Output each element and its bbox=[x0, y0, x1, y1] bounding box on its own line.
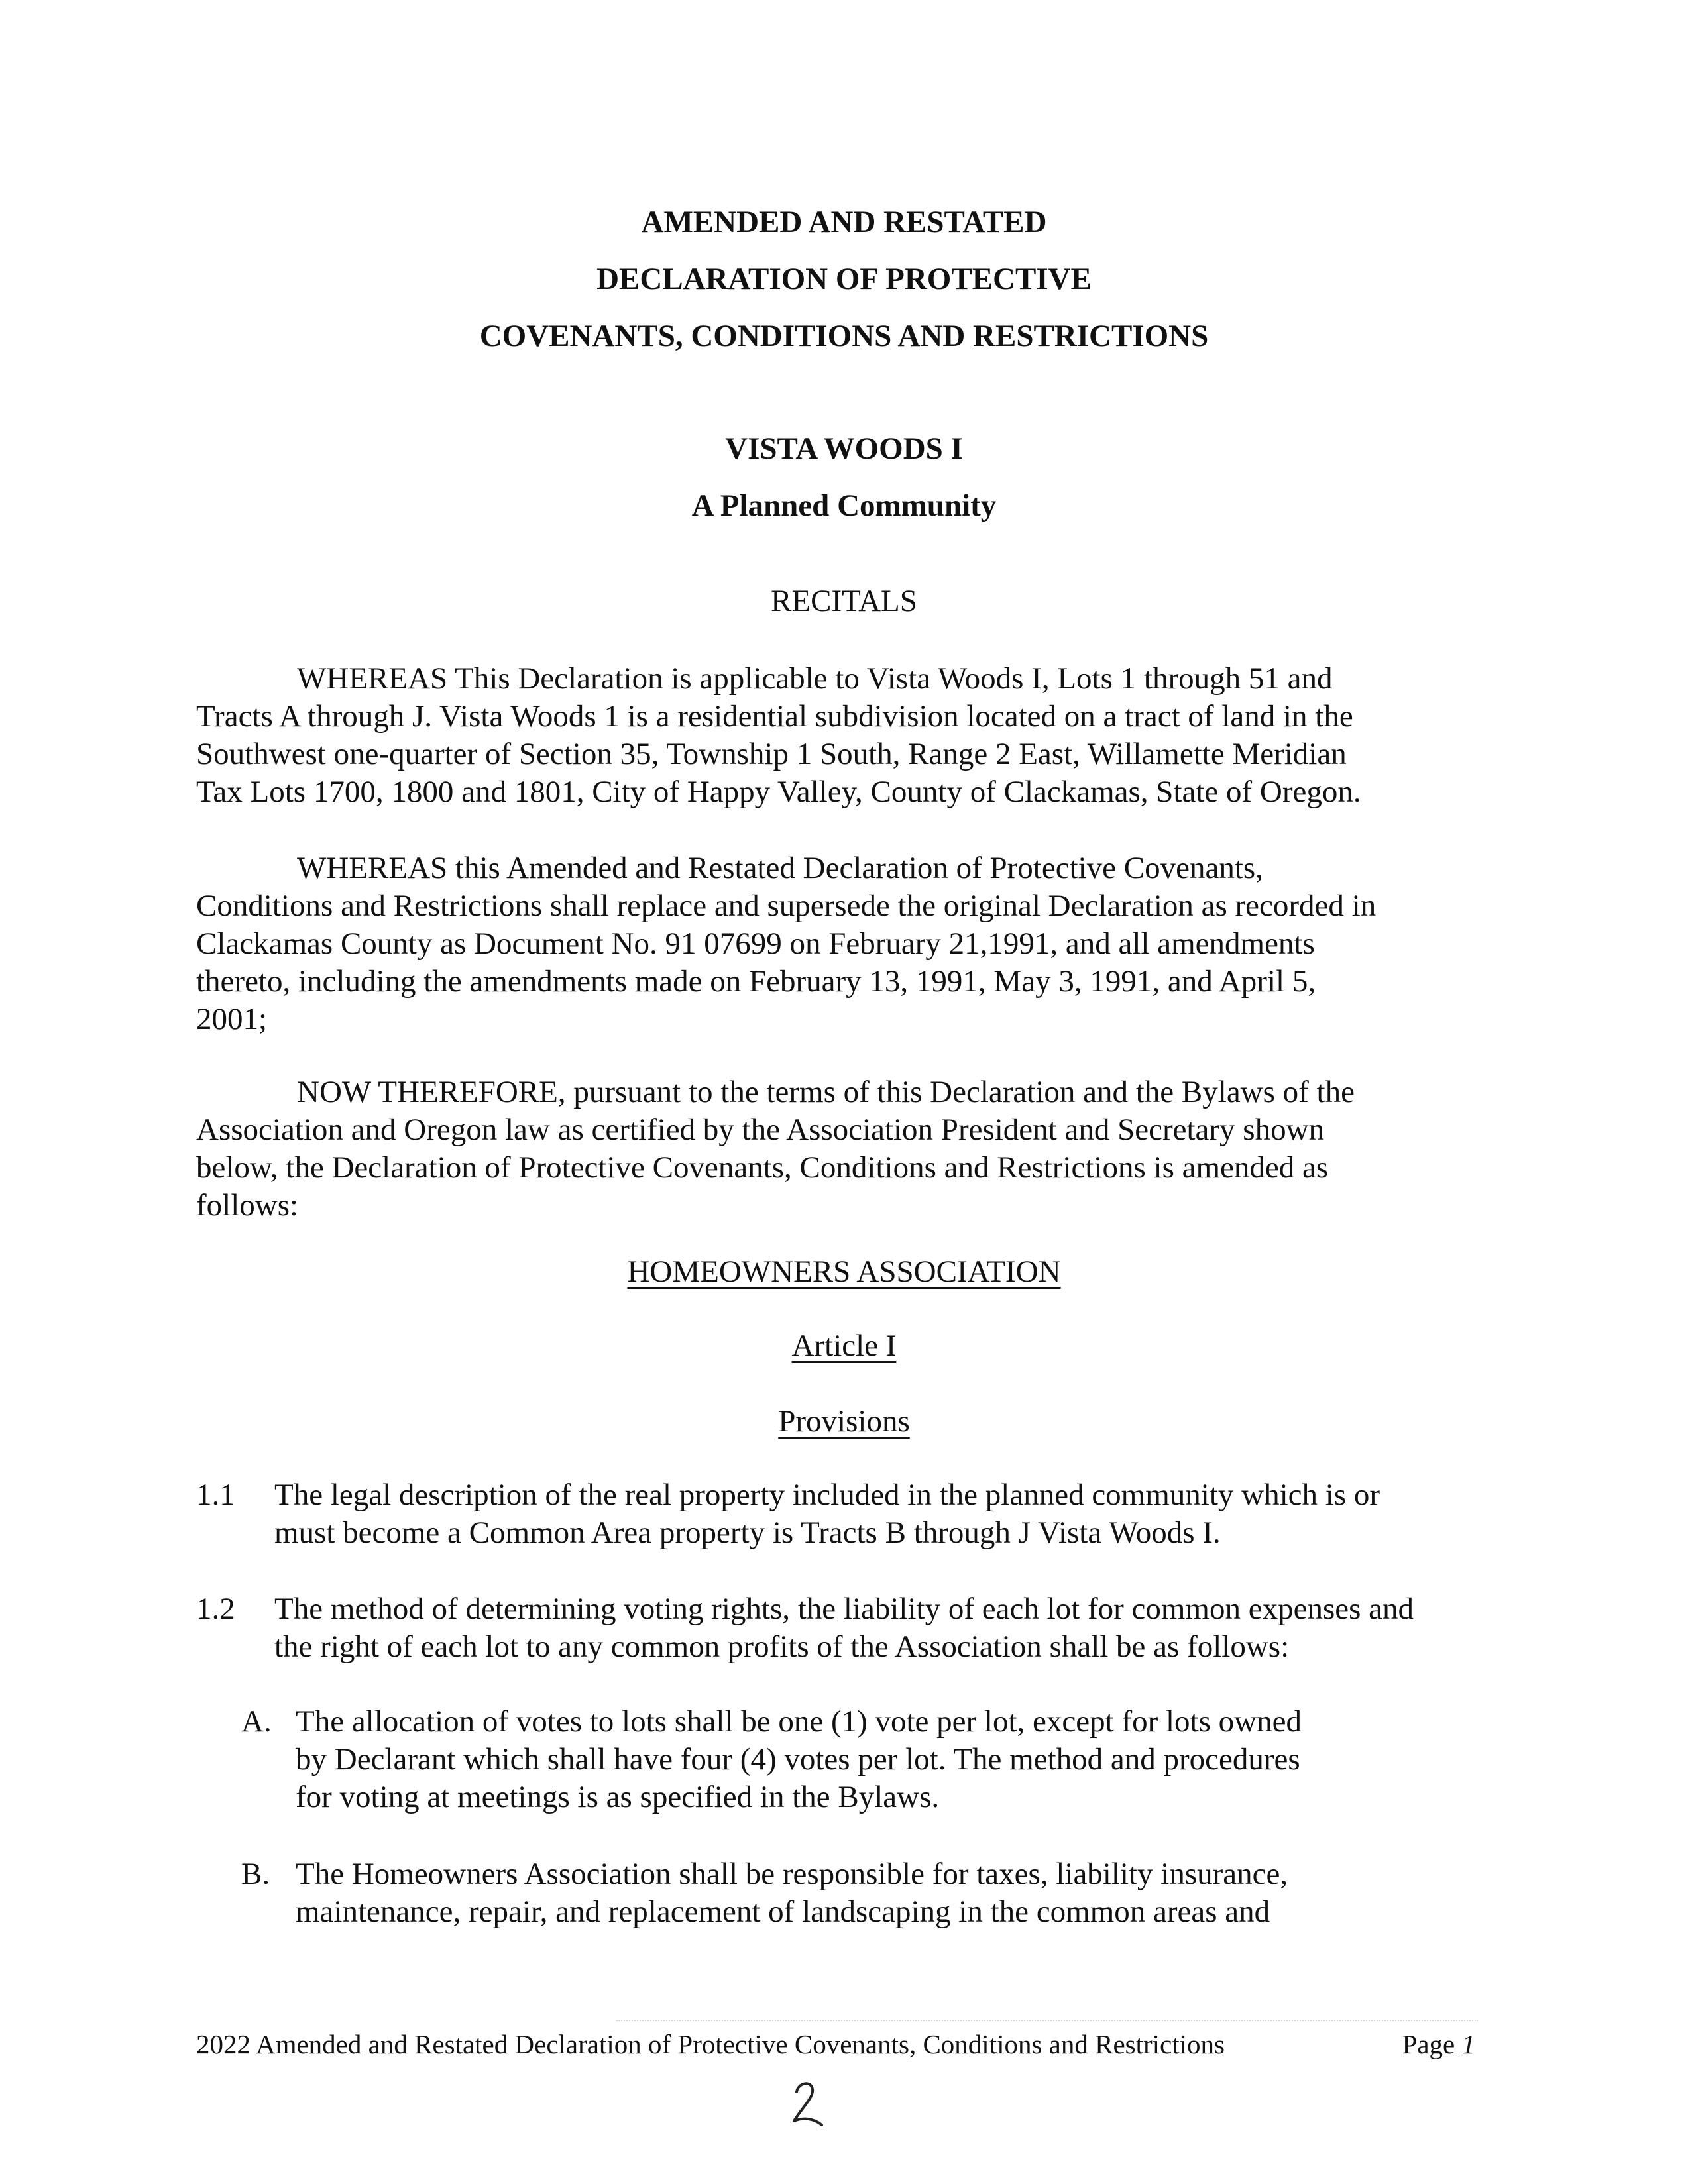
footer-page-number: 1 bbox=[1461, 2029, 1475, 2059]
footer-text: 2022 Amended and Restated Declaration of Protective Covenants, Conditions and Restrictions bbox=[196, 2029, 1225, 2059]
recital-2-line: Clackamas County as Document No. 91 07699 on February 21,1991, and all amendments bbox=[196, 926, 1315, 961]
subitem-letter: B. bbox=[241, 1857, 270, 1891]
recital-1-line: Southwest one-quarter of Section 35, Township 1 South, Range 2 East, Willamette Meridian bbox=[196, 737, 1347, 771]
recital-paragraph-2 bbox=[196, 849, 1495, 1038]
subitem-line: The allocation of votes to lots shall be one (1) vote per lot, except for lots owned bbox=[296, 1704, 1302, 1739]
recital-2-line: thereto, including the amendments made on February 13, 1991, May 3, 1991, and April 5, bbox=[196, 964, 1316, 999]
recital-2-line: Conditions and Restrictions shall replace and supersede the original Declaration as recorded in bbox=[196, 889, 1377, 923]
heading-line-1: AMENDED AND RESTATED bbox=[641, 205, 1047, 239]
item-line: the right of each lot to any common profits of the Association shall be as follows: bbox=[274, 1629, 1290, 1664]
subitem-line: maintenance, repair, and replacement of landscaping in the common areas and bbox=[296, 1894, 1270, 1929]
item-line: The method of determining voting rights, the liability of each lot for common expenses and bbox=[274, 1592, 1414, 1626]
item-number: 1.1 bbox=[196, 1478, 235, 1512]
provision-item-1-1 bbox=[196, 1476, 1495, 1556]
footer-page bbox=[1402, 2031, 1475, 2058]
item-line: must become a Common Area property is Tracts B through J Vista Woods I. bbox=[274, 1515, 1221, 1550]
footer-page-label: Page bbox=[1402, 2029, 1455, 2059]
recitals-title: RECITALS bbox=[771, 584, 917, 618]
subitem-a bbox=[241, 1703, 1434, 1822]
provision-item-1-2 bbox=[196, 1590, 1495, 1670]
recital-3-line: Association and Oregon law as certified by the Association President and Secretary shown bbox=[196, 1113, 1325, 1147]
recital-1-line: Tracts A through J. Vista Woods 1 is a residential subdivision located on a tract of land in the bbox=[196, 699, 1353, 734]
heading-line-3: COVENANTS, CONDITIONS AND RESTRICTIONS bbox=[479, 319, 1209, 353]
recital-3-line: NOW THEREFORE, pursuant to the terms of this Declaration and the Bylaws of the bbox=[297, 1075, 1355, 1109]
subitem-line: The Homeowners Association shall be responsible for taxes, liability insurance, bbox=[296, 1857, 1288, 1891]
heading-line-2: DECLARATION OF PROTECTIVE bbox=[596, 262, 1092, 296]
subitem-line: for voting at meetings is as specified in the Bylaws. bbox=[296, 1780, 940, 1814]
community-subtitle: A Planned Community bbox=[691, 488, 997, 523]
recital-paragraph-1 bbox=[196, 660, 1495, 811]
item-number: 1.2 bbox=[196, 1592, 235, 1626]
recital-1-line: Tax Lots 1700, 1800 and 1801, City of Happy Valley, County of Clackamas, State of Oregon. bbox=[196, 775, 1361, 809]
community-name: VISTA WOODS I bbox=[725, 431, 963, 466]
recital-1-line: WHEREAS This Declaration is applicable to Vista Woods I, Lots 1 through 51 and bbox=[297, 661, 1333, 696]
recital-2-line: 2001; bbox=[196, 1002, 268, 1036]
handwritten-mark bbox=[787, 2077, 827, 2130]
recital-paragraph-3 bbox=[196, 1073, 1495, 1225]
subitem-b bbox=[241, 1855, 1434, 1935]
recital-3-line: follows: bbox=[196, 1188, 299, 1223]
item-line: The legal description of the real property included in the planned community which is or bbox=[274, 1478, 1380, 1512]
subitem-letter: A. bbox=[241, 1704, 272, 1739]
article-subtitle: Provisions bbox=[778, 1404, 910, 1439]
section-title: HOMEOWNERS ASSOCIATION bbox=[627, 1254, 1061, 1289]
recital-3-line: below, the Declaration of Protective Covenants, Conditions and Restrictions is amended as bbox=[196, 1150, 1329, 1185]
scan-artifact-divider bbox=[616, 2020, 1478, 2021]
page-footer bbox=[196, 2031, 1475, 2058]
recital-2-line: WHEREAS this Amended and Restated Declaration of Protective Covenants, bbox=[297, 851, 1263, 885]
article-title: Article I bbox=[791, 1329, 897, 1363]
subitem-line: by Declarant which shall have four (4) votes per lot. The method and procedures bbox=[296, 1742, 1300, 1776]
